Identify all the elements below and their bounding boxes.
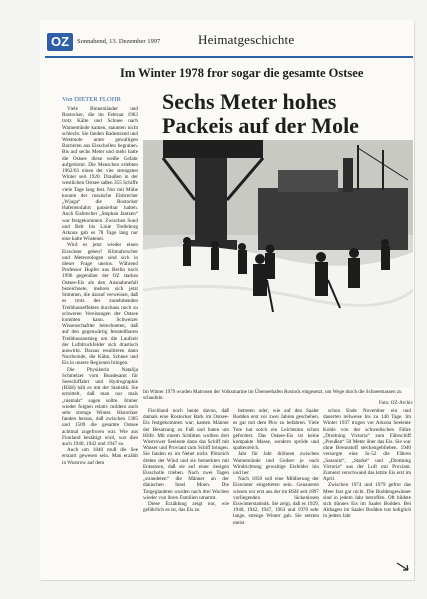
harbor-winter-photo: [143, 140, 413, 388]
paragraph: Die Physikerin Natalija Schmelzer vom Bundesamt für Seeschiffahrt und Hydrographie (BSH) hält es mit der Statistik. Sie ermittelt, daß man nur mals „niemals“ sagen sollte. Immer wieder folgten relativ mildem auch sehr strenge Winter. Historiker fanden heraus, daß zwischen 1305 und 1509 die gesamte Ostsee achtmal zugefroren war. Wie aus Finnland bestätigt wird, war dies auch 1940, 1942 und 1947 so.: [62, 366, 138, 447]
paragraph: Nach 1850 soll eine Mildierung der Eiswinter eingetreten sein. Genaueren wissen wir erst aus der im BSH seit 1897 vorliegenden lückenlosen Eiswinterstatistik. Sie zeigt, daß es 1929, 1940, 1942, 1947, 1963 und 1970 sehr lange, strenge Winter gab. Sie setzten meist: [233, 476, 319, 526]
paragraph: Zwischen 1974 und 1979 gefror das Meer fast gar nicht. Die Boddengewässer sind in jedem Jahr betroffen. Oft bildete sich dünnes Eis im Saaler Bodden. Bei Althagen im Saaler Bodden trat lediglich in jedem Jahr: [323, 482, 411, 520]
headline-line-1: Sechs Meter hohes: [162, 89, 337, 114]
text-column-4: [323, 408, 411, 558]
paragraph: Viele Binnenländer und Rostocker, die im Februar 1963 trotz Kälte und Schnee nach Warnemünde kamen, staunten nicht schlecht. Sie fanden Badestrand und Westmole unter gewaltigen Barrieren aus Eisschollen begraben. Bis auf sechs Meter und mehr hatte die Ostsee diese weiße Gefahr aufgetürmt. Die Menschen erlebten 1962/63 einen der vier strengsten Winter seit 1920. Draußen in der westlichen Ostsee saßen 355 Schiffe viele Tage lang fest. Nur mit Mühe konnte der russische Eisbrecher „Wjuga“ die Rostocker Hafeneinfahrt passierbar halten. Auch Eisbrecher „Stephan Jantzen“ war festgekommen. Zwischen Sund und Belt bis Linie Trelleborg Arkona gab es 78 Tage lang nur eine kalte Wüstenei.: [62, 106, 138, 243]
headline-line-2: Packeis auf der Mole: [162, 113, 359, 138]
article-byline: Von DIETER FLOHR: [62, 96, 121, 103]
article-photo: [143, 140, 413, 388]
section-title: Heimatgeschichte: [198, 32, 295, 47]
header-rule: [45, 56, 413, 58]
photo-credit: Foto: OZ-Archiv: [378, 401, 413, 406]
paragraph: Jahr für Jahr dröhnen zwischen Warnemünde und Gedser je nach Windrichtung gewaltige Eisfelder hin und her.: [233, 451, 319, 477]
paragraph: Wird es jetzt wieder einen Eiswinter geben? Klimaforscher und Meteorologen sind sich in dieser Frage uneins. Während Professor Hupfer aus Berlin noch 1996 gegenüber der OZ starkes Ostsee-Eis als den Ausnahmefall bezeichnete, mehren sich jetzt Stimmen, die darauf verweisen, daß es trotz des zunehmenden Treibhauseffektes durchaus noch zu schweren Vereisungen der Ostsee kommen kann. Schweizer Wissenschaftler berechneten, daß auf den gegenwärtig feststellbaren Treibhausanstieg um die Laufzeit der Luftdruckfelder sich drastisch auswirkt. Daraus resultieren dann Nordwinde, die Kälte, Schnee und Eis in unsere Regionen bringen.: [62, 242, 138, 367]
arrow-icon: [396, 562, 410, 572]
paragraph: Diese Erzählung zeigt nur, wie gefährlich es ist, das Eis zu: [143, 501, 229, 514]
newspaper-logo: OZ: [47, 33, 73, 51]
paragraph: schon Ende November ein und dauerten teilweise bis zu 140 Tage. Im Winter 1937 trugen vor Arkona Seeleute Kohle von der schwedischen Fähre „Drottning Victoria“ zum Fährschiff „Preußen“ 50 Meter über das Eis. Sie war ohne Brennstoff steckengeblieben. 1940 versorgte eine Ju-52 die Fähren „Sassnitz“, „Starke“ und „Drottning Victoria“ aus der Luft mit Proviant. Zumeist verschwand das letzte Eis erst im April.: [323, 408, 411, 483]
paragraph: Fischland noch heute davon, daß damals eine Rostocker Bark im Ostsee-Eis festgekommen war; kamen Männer der Besatzung zu Fuß und baten um Hilfe. Mit einem Schlitten wollten drei Wustrower Seeleute dann das Schiff mit Wasser und Proviant zum Schiff bringen. Sie fanden es im Nebel nicht. Plötzlich drehte der Wind und sie bemerkten mit Entsetzen, daß sie auf einer riesigen Eisscholle trieben. Nach zwei Tagen „strandeten“ die Männer an der dänischen Insel Moen. Die Totgeglaubten wurden nach drei Wochen wieder von ihren Familien umarmt.: [143, 408, 229, 501]
photo-caption: Im Winter 1979 wurden Matrosen der Volksmarine im Überseehafen Rostock eingesetzt, um Wege durch die Schneemassen zu schaufeln.: [143, 389, 402, 401]
text-column-2: [143, 408, 229, 558]
paragraph: Auch um 1840 muß die See erstarrt gewesen sein. Man erzählt in Wustrow auf dem: [62, 447, 138, 466]
article-headline: [162, 90, 412, 138]
text-column-3: [233, 408, 319, 558]
article-kicker: Im Winter 1978 fror sogar die gesamte Ostsee: [120, 66, 364, 80]
text-column-1: [62, 106, 138, 551]
paragraph: betreten oder, wie auf den Saaler Bodden erst vor zwei Jahren geschehen, es gar mit dem Pkw zu befahren. Viele Tote hat solch ein Leichtsinn schon gefordert. Das Ostsee-Eis ist keine kompakte Masse, sondern spröde und spaltenreich.: [233, 408, 319, 452]
issue-date: Sonnabend, 13. Dezember 1997: [77, 38, 161, 45]
